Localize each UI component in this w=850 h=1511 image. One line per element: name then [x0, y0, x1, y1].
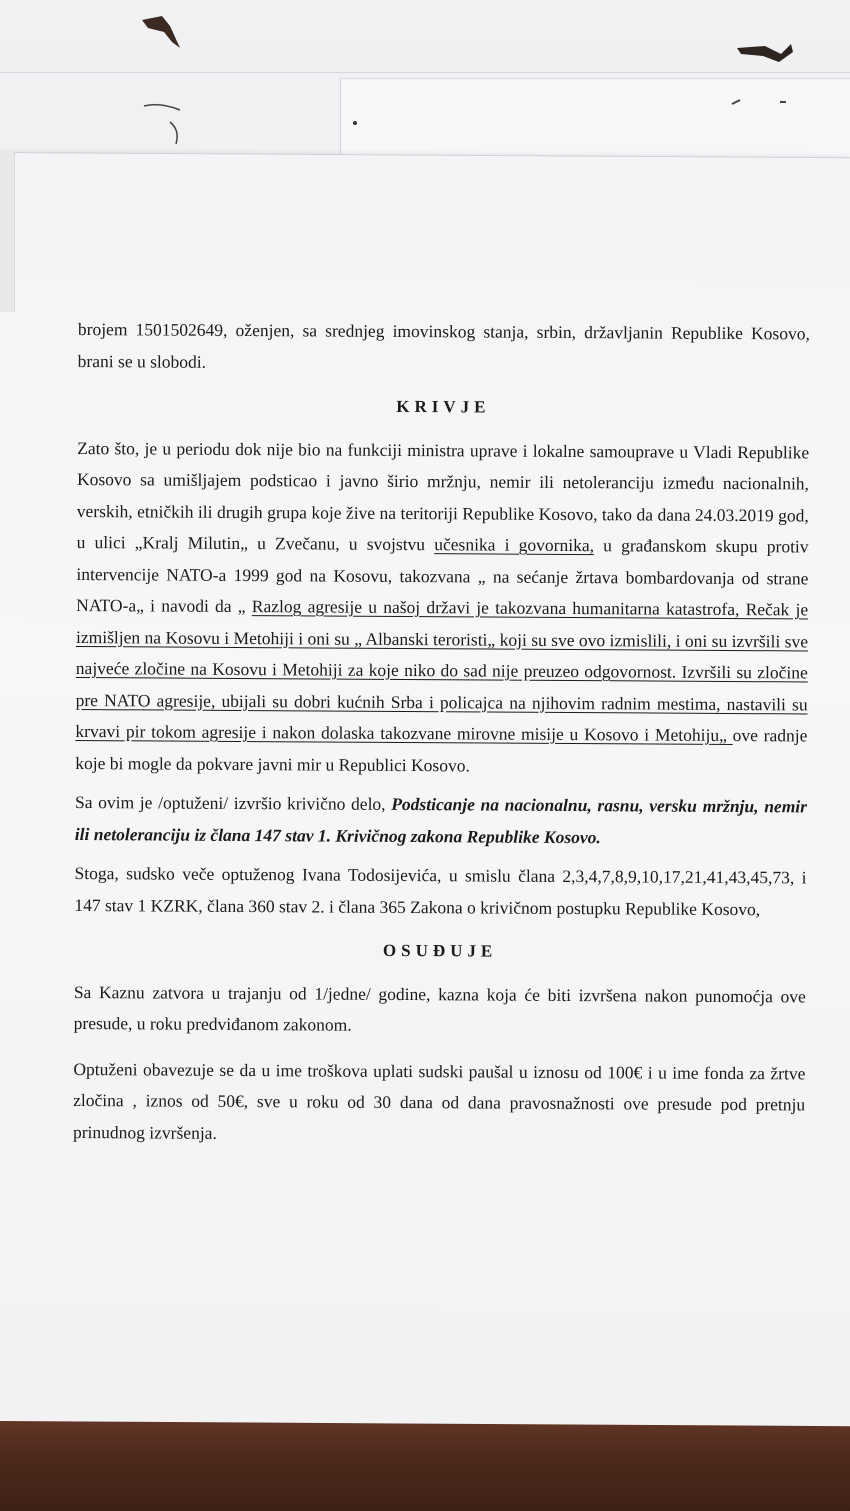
offense-title: Podsticanje na nacionalnu, rasnu, versku mržnju, nemir ili netoleranciju iz člana 147 stav 1. Krivičnog zakona Republike Kosovo.	[74, 793, 808, 847]
offense-paragraph	[75, 787, 807, 854]
torn-edge-mark	[140, 100, 200, 150]
offense-lead: Sa ovim je /optuženi/ izvršio krivično delo,	[74, 791, 392, 814]
therefore-paragraph: Stoga, sudsko veče optuženog Ivana Todosijevića, u smislu člana 2,3,4,7,8,9,10,17,21,41,43,45,73, i 147 stav 1 KZRK, člana 360 stav 2. i člana 365 Zakona o krivičnom postupku Republike Kosovo,	[74, 862, 807, 919]
ink-mark-right	[735, 38, 795, 68]
guilty-text-part2: u građanskom skupu protiv intervencije NATO-a 1999 god na Kosovu, takozvana „ na sećanje žrtava bombardovanja od strane NATO-a„ i navodi da „	[76, 535, 809, 617]
intro-paragraph: brojem 1501502649, oženjen, sa srednjeg imovinskog stanja, srbin, državljanin Republike Kosovo, brani se u slobodi.	[77, 318, 810, 372]
guilty-text-underlined-quote: Razlog agresije u našoj državi je takozvana humanitarna katastrofa, Rečak je izmišljen na Kosovu i Metohiji i oni su „ Albanski teroristi„ koji su sve ovo izmislili, i oni su izvršili sve najveće zločine na Kosovu i Metohiji za koje niko do sad nije preuzeo odgovornost. Izvršili su zločine pre NATO agresije, ubijali su dobri kućnih Srba i policajca na njihovim radnim mestima, nastavili su krvavi pir tokom agresije i nakon dolaska takozvane mirovne misije u Kosovo i Metohiju„	[75, 596, 809, 746]
sentence-paragraph: Sa Kaznu zatvora u trajanju od 1/jedne/ godine, kazna koja će biti izvršena nakon punomoćja ove presude, u roku predviđanom zakonom.	[73, 981, 806, 1035]
dash-mark	[730, 96, 790, 112]
ink-mark-left	[140, 14, 190, 54]
heading-krivje: KRIVJE	[396, 396, 491, 417]
guilty-text-part3: ove radnje koje bi mogle da pokvare javni mir u Republici Kosovo.	[75, 725, 808, 775]
dot-mark	[350, 118, 360, 128]
page-left-edge	[0, 152, 15, 312]
costs-paragraph: Optuženi obavezuje se da u ime troškova uplati sudski paušal u iznosu od 100€ i u ime fonda za žrtve zločina , iznos od 50€, sve u roku od 30 dana od dana pravosnažnosti ove presude pod pretnju prinudnog izvršenja.	[72, 1058, 806, 1143]
guilty-paragraph	[75, 432, 809, 783]
guilty-text-underlined-role: učesnika i govornika,	[434, 534, 595, 556]
document-body	[73, 314, 810, 1152]
heading-osuduje: OSUĐUJE	[382, 940, 498, 961]
guilty-text-part1: Zato što, je u periodu dok nije bio na funkciji ministra uprave i lokalne samouprave u Vladi Republike Kosovo sa umišljajem podsticao i javno širio mržnju, nemir ili netoleranciju između nacionalnih, verskih, etničkih ili drugih grupa koje žive na teritoriji Republike Kosovo, tako da dana 24.03.2019 god, u ulici „Kralj Milutin„ u Zvečanu, u svojstvu	[76, 437, 810, 555]
